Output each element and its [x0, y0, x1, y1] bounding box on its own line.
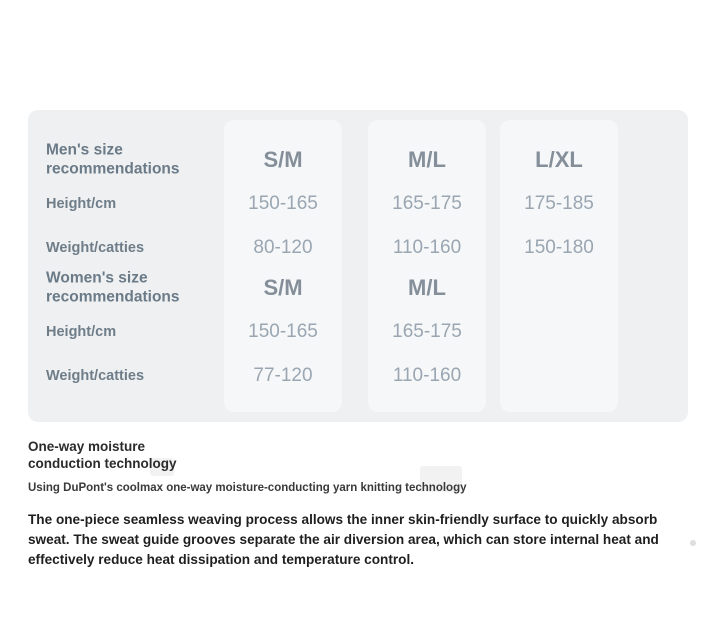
technology-subtitle: Using DuPont's coolmax one-way moisture-conducting yarn knitting technology: [28, 481, 467, 494]
cell-womens-height-ml: 165-175: [392, 321, 462, 342]
table-row: [28, 314, 688, 350]
image-artifact: [690, 540, 696, 546]
cell-womens-weight-ml: 110-160: [392, 365, 462, 386]
table-row: [28, 266, 688, 310]
cell-mens-height-lxl: 175-185: [524, 193, 594, 214]
table-row: [28, 186, 688, 222]
row-label-mens-weight: Weight/catties: [46, 239, 145, 256]
row-label-mens-height: Height/cm: [46, 195, 117, 212]
cell-womens-height-sm: 150-165: [248, 321, 318, 342]
size-recommendation-panel: [28, 110, 688, 422]
row-label-mens-size: Men's size recommendations: [46, 141, 180, 178]
row-label-womens-weight: Weight/catties: [46, 367, 145, 384]
technology-description: [28, 438, 688, 570]
technology-body-text: The one-piece seamless weaving process allows the inner skin-friendly surface to quickly absorb sweat. The sweat guide grooves separate the air diversion area, which can store internal heat and effectively reduce heat dissipation and temperature control.: [28, 511, 659, 567]
row-label-womens-height: Height/cm: [46, 323, 117, 340]
cell-womens-weight-sm: 77-120: [253, 365, 313, 386]
table-row: [28, 138, 688, 182]
cell-mens-size-ml: M/L: [408, 147, 446, 172]
cell-womens-size-ml: M/L: [408, 275, 446, 300]
row-label-womens-size: Women's size recommendations: [46, 269, 180, 306]
cell-mens-weight-ml: 110-160: [392, 237, 462, 258]
size-table: [28, 110, 688, 422]
technology-title: One-way moisture conduction technology: [28, 439, 177, 472]
cell-mens-weight-sm: 80-120: [253, 237, 313, 258]
cell-mens-size-lxl: L/XL: [535, 147, 583, 172]
cell-womens-size-sm: S/M: [263, 275, 303, 300]
cell-mens-size-sm: S/M: [263, 147, 303, 172]
table-row: [28, 358, 688, 394]
cell-mens-height-ml: 165-175: [392, 193, 462, 214]
table-row: [28, 230, 688, 266]
cell-mens-weight-lxl: 150-180: [524, 237, 594, 258]
cell-mens-height-sm: 150-165: [248, 193, 318, 214]
